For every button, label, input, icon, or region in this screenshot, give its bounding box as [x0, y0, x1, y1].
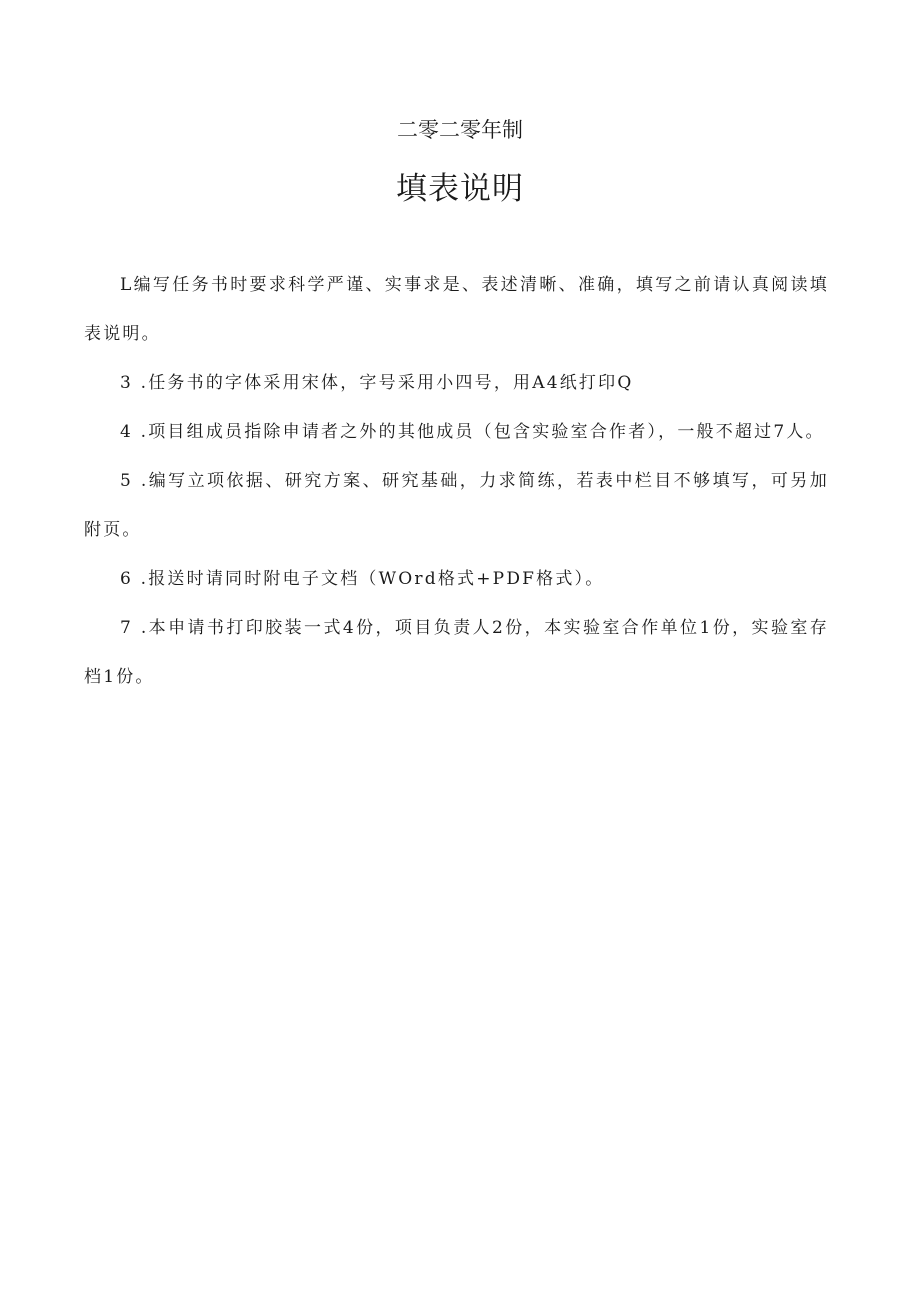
page-title: 填表说明	[396, 171, 524, 207]
instruction-paragraph: 4 .项目组成员指除申请者之外的其他成员（包含实验室合作者），一般不超过7人。	[120, 422, 825, 442]
instructions-body	[84, 261, 829, 702]
year-line: 二零二零年制	[397, 118, 523, 142]
instruction-paragraph: 3 .任务书的字体采用宋体，字号采用小四号，用A4纸打印Q	[120, 373, 634, 393]
instruction-paragraph: 6 .报送时请同时附电子文档（WOrd格式+PDF格式）。	[120, 569, 605, 589]
instruction-paragraph: 5 .编写立项依据、研究方案、研究基础，力求简练，若表中栏目不够填写，可另加附页。	[84, 471, 829, 540]
instruction-paragraph: 7 .本申请书打印胶装一式4份，项目负责人2份，本实验室合作单位1份，实验室存档1份。	[84, 618, 829, 687]
instruction-paragraph: L编写任务书时要求科学严谨、实事求是、表述清晰、准确，填写之前请认真阅读填表说明。	[84, 275, 829, 344]
